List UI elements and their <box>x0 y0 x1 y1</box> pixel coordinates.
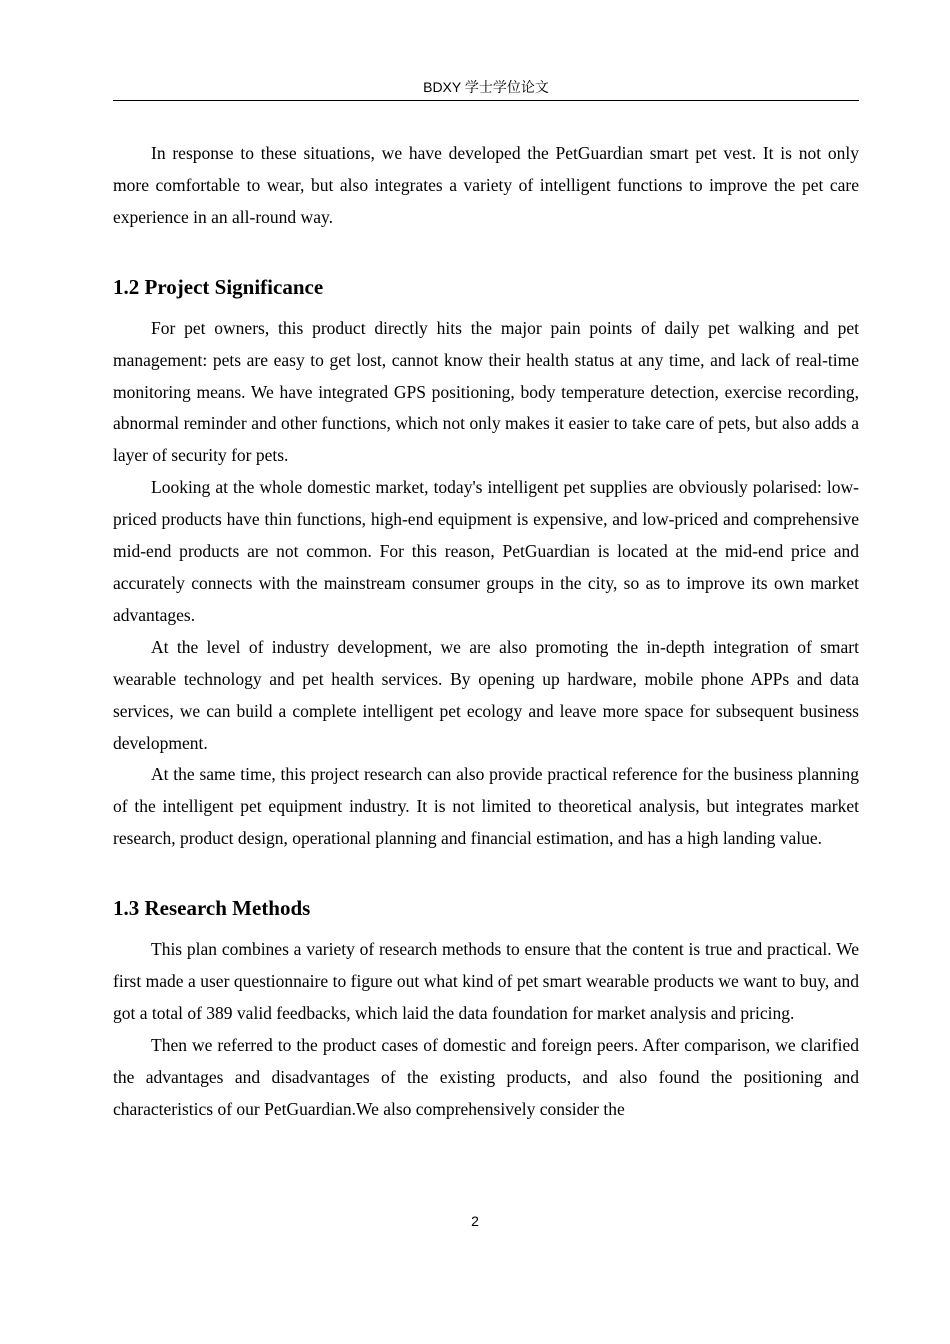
body-text <box>113 138 859 1126</box>
paragraph-significance-3: At the level of industry development, we are also promoting the in-depth integration of smart wearable technology and pet health services. By opening up hardware, mobile phone APPs and data services, we can build a complete intelligent pet ecology and leave more space for subsequent business development. <box>113 636 859 753</box>
page-number: 2 <box>471 1213 479 1229</box>
section-heading-methods: 1.3 Research Methods <box>113 896 311 921</box>
section-heading-significance: 1.2 Project Significance <box>113 274 324 299</box>
paragraph-methods-2: Then we referred to the product cases of domestic and foreign peers. After comparison, we clarified the advantages and disadvantages of the existing products, and also found the positioning and characteristics of our PetGuardian.We also comprehensively consider the <box>113 1034 859 1119</box>
paragraph-significance-4: At the same time, this project research can also provide practical reference for the business planning of the intelligent pet equipment industry. It is not limited to theoretical analysis, but integrates market research, product design, operational planning and financial estimation, and has a high landing value. <box>113 764 859 849</box>
header-rule <box>113 100 859 101</box>
running-header: BDXY 学士学位论文 <box>423 79 549 95</box>
paragraph-significance-1: For pet owners, this product directly hits the major pain points of daily pet walking and pet management: pets are easy to get lost, cannot know their health status at any time, and lack of real-time monitoring means. We have integrated GPS positioning, body temperature detection, exercise recording, abnormal reminder and other functions, which not only makes it easier to take care of pets, but also adds a layer of security for pets. <box>113 317 859 466</box>
paragraph-intro: In response to these situations, we have developed the PetGuardian smart pet vest. It is not only more comfortable to wear, but also integrates a variety of intelligent functions to improve the pet care experience in an all-round way. <box>113 143 859 227</box>
paragraph-significance-2: Looking at the whole domestic market, today's intelligent pet supplies are obviously polarised: low-priced products have thin functions, high-end equipment is expensive, and low-priced and comprehensive mid-end products are not common. For this reason, PetGuardian is located at the mid-end price and accurately connects with the mainstream consumer groups in the city, so as to improve its own market advantages. <box>113 477 859 625</box>
paragraph-methods-1: This plan combines a variety of research methods to ensure that the content is true and practical. We first made a user questionnaire to figure out what kind of pet smart wearable products we want to buy, and got a total of 389 valid feedbacks, which laid the data foundation for market analysis and pricing. <box>113 939 859 1023</box>
